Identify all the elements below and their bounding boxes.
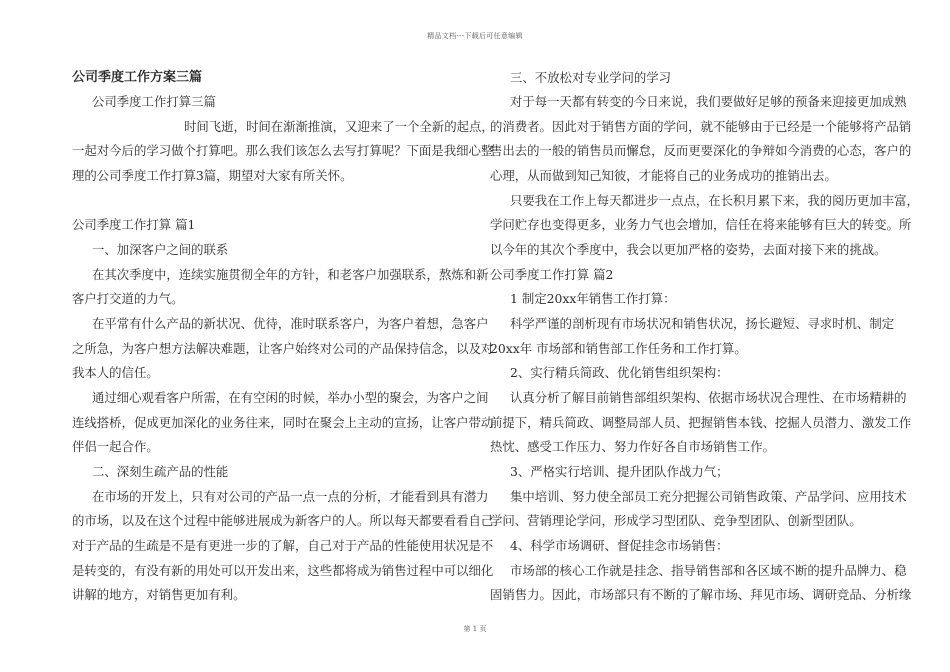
- paragraph-line: 之所急，为客户想方法解决难题，让客户始终对公司的产品保持信念，以及对: [72, 341, 494, 356]
- paragraph-line: 前提下，精兵简政、调整局部人员、把握销售本钱、挖掘人员潜力、激发工作: [490, 415, 912, 430]
- paragraph-line: 的消费者。因此对于销售方面的学问，就不能够由于已经是一个能够将产品销: [490, 119, 912, 134]
- paragraph-line: 认真分析了解目前销售部组织架构、依据市场状况合理性、在市场精耕的: [510, 390, 907, 405]
- paragraph-line: 在市场的开发上，只有对公司的产品一点一点的分析，才能看到具有潜力: [92, 489, 489, 504]
- paragraph-line: 伴侣一起合作。: [72, 439, 159, 454]
- subheading: 一、加深客户之间的联系: [92, 242, 229, 257]
- paragraph-line: 讲解的地方，对销售更加有利。: [72, 587, 246, 602]
- paragraph-line: 固销售力。因此，市场部只有不断的了解市场、拜见市场、调研竞品、分析缘: [490, 587, 912, 602]
- subtitle: 公司季度工作打算三篇: [92, 94, 216, 109]
- subheading: 4、科学市场调研、督促挂念市场销售：: [510, 538, 729, 553]
- paragraph-line: 学问、营销理论学问，形成学习型团队、竞争型团队、创新型团队。: [490, 513, 862, 528]
- paragraph-line: 的市场，以及在这个过程中能够进展成为新客户的人。所以每天都要看看自己: [72, 513, 494, 528]
- paragraph-line: 通过细心观看客户所需，在有空闲的时候，举办小型的聚会，为客户之间: [92, 390, 489, 405]
- page-number: 第 1 页: [463, 625, 487, 633]
- paragraph-line: 在其次季度中，连续实施贯彻全年的方针，和老客户加强联系，熬炼和新: [92, 267, 489, 282]
- paragraph-line: 心理，从而做到知己知彼，才能将自己的业务成功的推销出去。: [490, 168, 837, 183]
- section-heading: 公司季度工作打算 篇1: [72, 217, 196, 232]
- paragraph-line: 对于产品的生疏是不是有更进一步的了解，自己对于产品的性能使用状况是不: [72, 538, 494, 553]
- paragraph-line: 热忱、感受工作压力、努力作好各自市场销售工作。: [490, 439, 775, 454]
- paragraph-line: 在平常有什么产品的新状况、优待，准时联系客户，为客户着想，急客户: [92, 316, 489, 331]
- paragraph-line: 理的公司季度工作打算3篇，期望对大家有所关怀。: [72, 168, 353, 183]
- paragraph-line: 一起对今后的学习做个打算吧。那么我们该怎么去写打算呢？下面是我细心整: [72, 143, 494, 158]
- paragraph-line: 集中培训、努力使全部员工充分把握公司销售政策、产品学问、应用技术: [510, 489, 907, 504]
- paragraph-line: 我本人的信任。: [72, 365, 159, 380]
- document-title: 公司季度工作方案三篇: [72, 70, 203, 85]
- subheading: 3、严格实行培训、提升团队作战力气；: [510, 464, 729, 479]
- paragraph-line: 学问贮存也变得更多，业务力气也会增加，信任在将来能够有巨大的转变。所: [490, 217, 912, 232]
- section-heading: 公司季度工作打算 篇2: [490, 267, 614, 282]
- paragraph-line: 是转变的，有没有新的用处可以开发出来，这些都将成为销售过程中可以细化: [72, 563, 494, 578]
- paragraph-line: 对于每一天都有转变的今日来说，我们要做好足够的预备来迎接更加成熟: [510, 94, 907, 109]
- paragraph-line: 市场部的核心工作就是挂念、指导销售部和各区域不断的提升品牌力、稳: [510, 563, 907, 578]
- paragraph-line: 只要我在工作上每天都进步一点点，在长积月累下来，我的阅历更加丰富，: [510, 193, 919, 208]
- paragraph-line: 以今年的其次个季度中，我会以更加严格的姿势，去面对接下来的挑战。: [490, 242, 887, 257]
- paragraph-line: 售出去的一般的销售员而懈怠，反而更要深化的争辩如今消费的心态，客户的: [490, 143, 912, 158]
- paragraph-line: 20xx年 市场部和销售部工作任务和工作打算。: [490, 341, 747, 356]
- paragraph-line: 科学严谨的剖析现有市场状况和销售状况，扬长避短、寻求时机、制定: [510, 316, 895, 331]
- subheading: 二、深刻生疏产品的性能: [92, 464, 229, 479]
- subheading: 1 制定20xx年销售工作打算：: [510, 291, 676, 306]
- paragraph-line: 连线搭桥，促成更加深化的业务往来，同时在聚会上主动的宣扬，让客户带动: [72, 415, 494, 430]
- paragraph-line: 客户打交道的力气。: [72, 291, 184, 306]
- subheading: 三、不放松对专业学问的学习: [510, 70, 672, 85]
- paragraph-line: 时间飞逝，时间在渐渐推演，又迎来了一个全新的起点，: [184, 119, 494, 134]
- header-note: 精品文档---下载后可任意编辑: [427, 32, 523, 40]
- subheading: 2、实行精兵简政、优化销售组织架构：: [510, 365, 729, 380]
